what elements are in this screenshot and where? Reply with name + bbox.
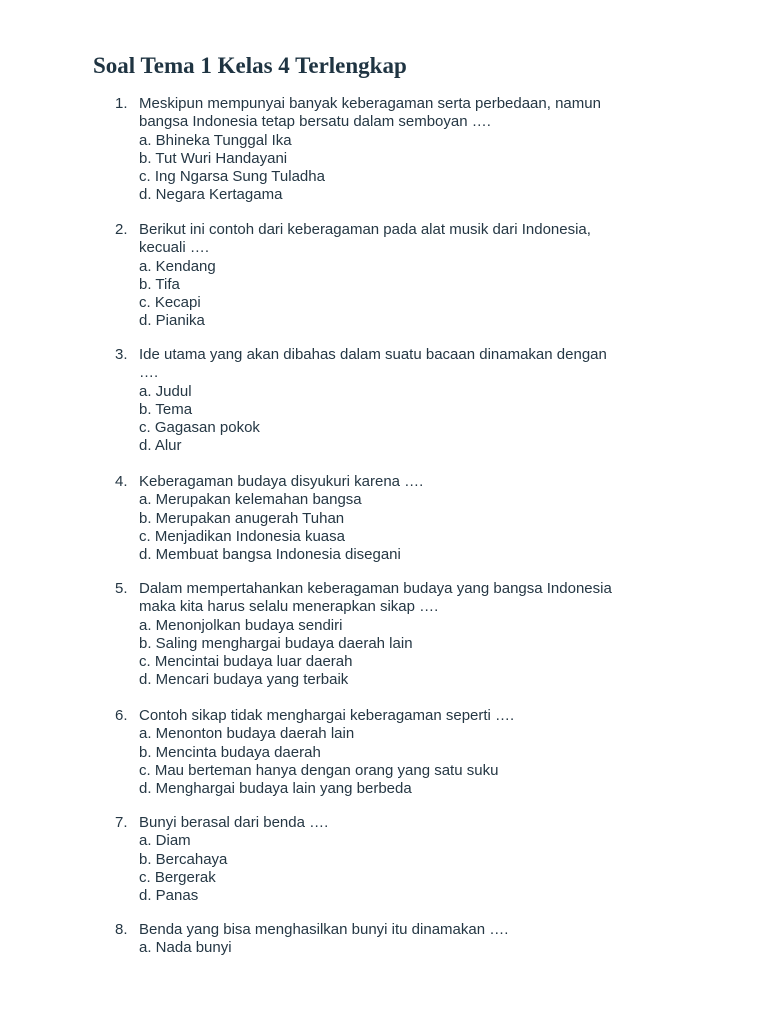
- question-number: 3.: [115, 346, 128, 363]
- question-body: [139, 221, 715, 331]
- option-d: d. Membuat bangsa Indonesia disegani: [139, 546, 401, 564]
- question-text-line: Bunyi berasal dari benda ….: [139, 814, 329, 831]
- question-text-line: ….: [139, 364, 159, 382]
- option-d: d. Pianika: [139, 312, 205, 330]
- question-4: [115, 473, 715, 564]
- option-a: a. Nada bunyi: [139, 939, 232, 957]
- option-a: a. Kendang: [139, 257, 216, 275]
- question-body: [139, 921, 715, 958]
- question-text-line: Berikut ini contoh dari keberagaman pada alat musik dari Indonesia,: [139, 221, 591, 238]
- question-number: 4.: [115, 473, 128, 490]
- option-c: c. Bergerak: [139, 868, 216, 886]
- question-number: 8.: [115, 921, 128, 938]
- question-text-line: maka kita harus selalu menerapkan sikap ….: [139, 598, 439, 616]
- option-b: b. Mencinta budaya daerah: [139, 743, 321, 761]
- option-c: c. Menjadikan Indonesia kuasa: [139, 527, 345, 545]
- option-b: b. Tut Wuri Handayani: [139, 149, 288, 167]
- question-3: [115, 346, 715, 456]
- option-d: d. Mencari budaya yang terbaik: [139, 671, 349, 689]
- option-a: a. Menonjolkan budaya sendiri: [139, 616, 343, 634]
- question-number: 6.: [115, 707, 128, 724]
- question-body: [139, 580, 715, 690]
- question-body: [139, 473, 715, 564]
- question-text-line: kecuali ….: [139, 239, 210, 257]
- option-b: b. Merupakan anugerah Tuhan: [139, 509, 345, 527]
- question-body: [139, 346, 715, 456]
- question-text-line: Meskipun mempunyai banyak keberagaman serta perbedaan, namun: [139, 95, 601, 112]
- question-number: 1.: [115, 95, 128, 112]
- option-b: b. Bercahaya: [139, 850, 228, 868]
- question-body: [139, 707, 715, 798]
- question-text-line: Keberagaman budaya disyukuri karena ….: [139, 473, 424, 490]
- option-b: b. Saling menghargai budaya daerah lain: [139, 634, 413, 652]
- page-title: Soal Tema 1 Kelas 4 Terlengkap: [93, 53, 407, 78]
- question-number: 7.: [115, 814, 128, 831]
- question-text-line: bangsa Indonesia tetap bersatu dalam semboyan ….: [139, 113, 491, 131]
- question-number: 5.: [115, 580, 128, 597]
- option-a: a. Diam: [139, 832, 191, 850]
- option-d: d. Panas: [139, 887, 199, 905]
- option-d: d. Negara Kertagama: [139, 186, 283, 204]
- option-c: c. Mau berteman hanya dengan orang yang satu suku: [139, 761, 499, 779]
- question-text-line: Benda yang bisa menghasilkan bunyi itu dinamakan ….: [139, 921, 509, 938]
- option-c: c. Mencintai budaya luar daerah: [139, 653, 353, 671]
- option-d: d. Menghargai budaya lain yang berbeda: [139, 780, 412, 798]
- question-5: [115, 580, 715, 690]
- question-body: [139, 814, 715, 905]
- option-a: a. Judul: [139, 382, 192, 400]
- option-b: b. Tifa: [139, 275, 180, 293]
- option-c: c. Kecapi: [139, 294, 201, 312]
- question-1: [115, 95, 715, 205]
- question-8: [115, 921, 715, 958]
- option-d: d. Alur: [139, 437, 182, 455]
- question-text-line: Contoh sikap tidak menghargai keberagaman seperti ….: [139, 707, 515, 724]
- option-a: a. Merupakan kelemahan bangsa: [139, 491, 362, 509]
- option-a: a. Menonton budaya daerah lain: [139, 725, 355, 743]
- question-number: 2.: [115, 221, 128, 238]
- option-a: a. Bhineka Tunggal Ika: [139, 131, 292, 149]
- option-c: c. Ing Ngarsa Sung Tuladha: [139, 168, 325, 186]
- option-c: c. Gagasan pokok: [139, 419, 260, 437]
- option-b: b. Tema: [139, 400, 193, 418]
- question-6: [115, 707, 715, 798]
- question-text-line: Ide utama yang akan dibahas dalam suatu bacaan dinamakan dengan: [139, 346, 607, 363]
- question-2: [115, 221, 715, 331]
- question-body: [139, 95, 715, 205]
- question-text-line: Dalam mempertahankan keberagaman budaya yang bangsa Indonesia: [139, 580, 612, 597]
- question-7: [115, 814, 715, 905]
